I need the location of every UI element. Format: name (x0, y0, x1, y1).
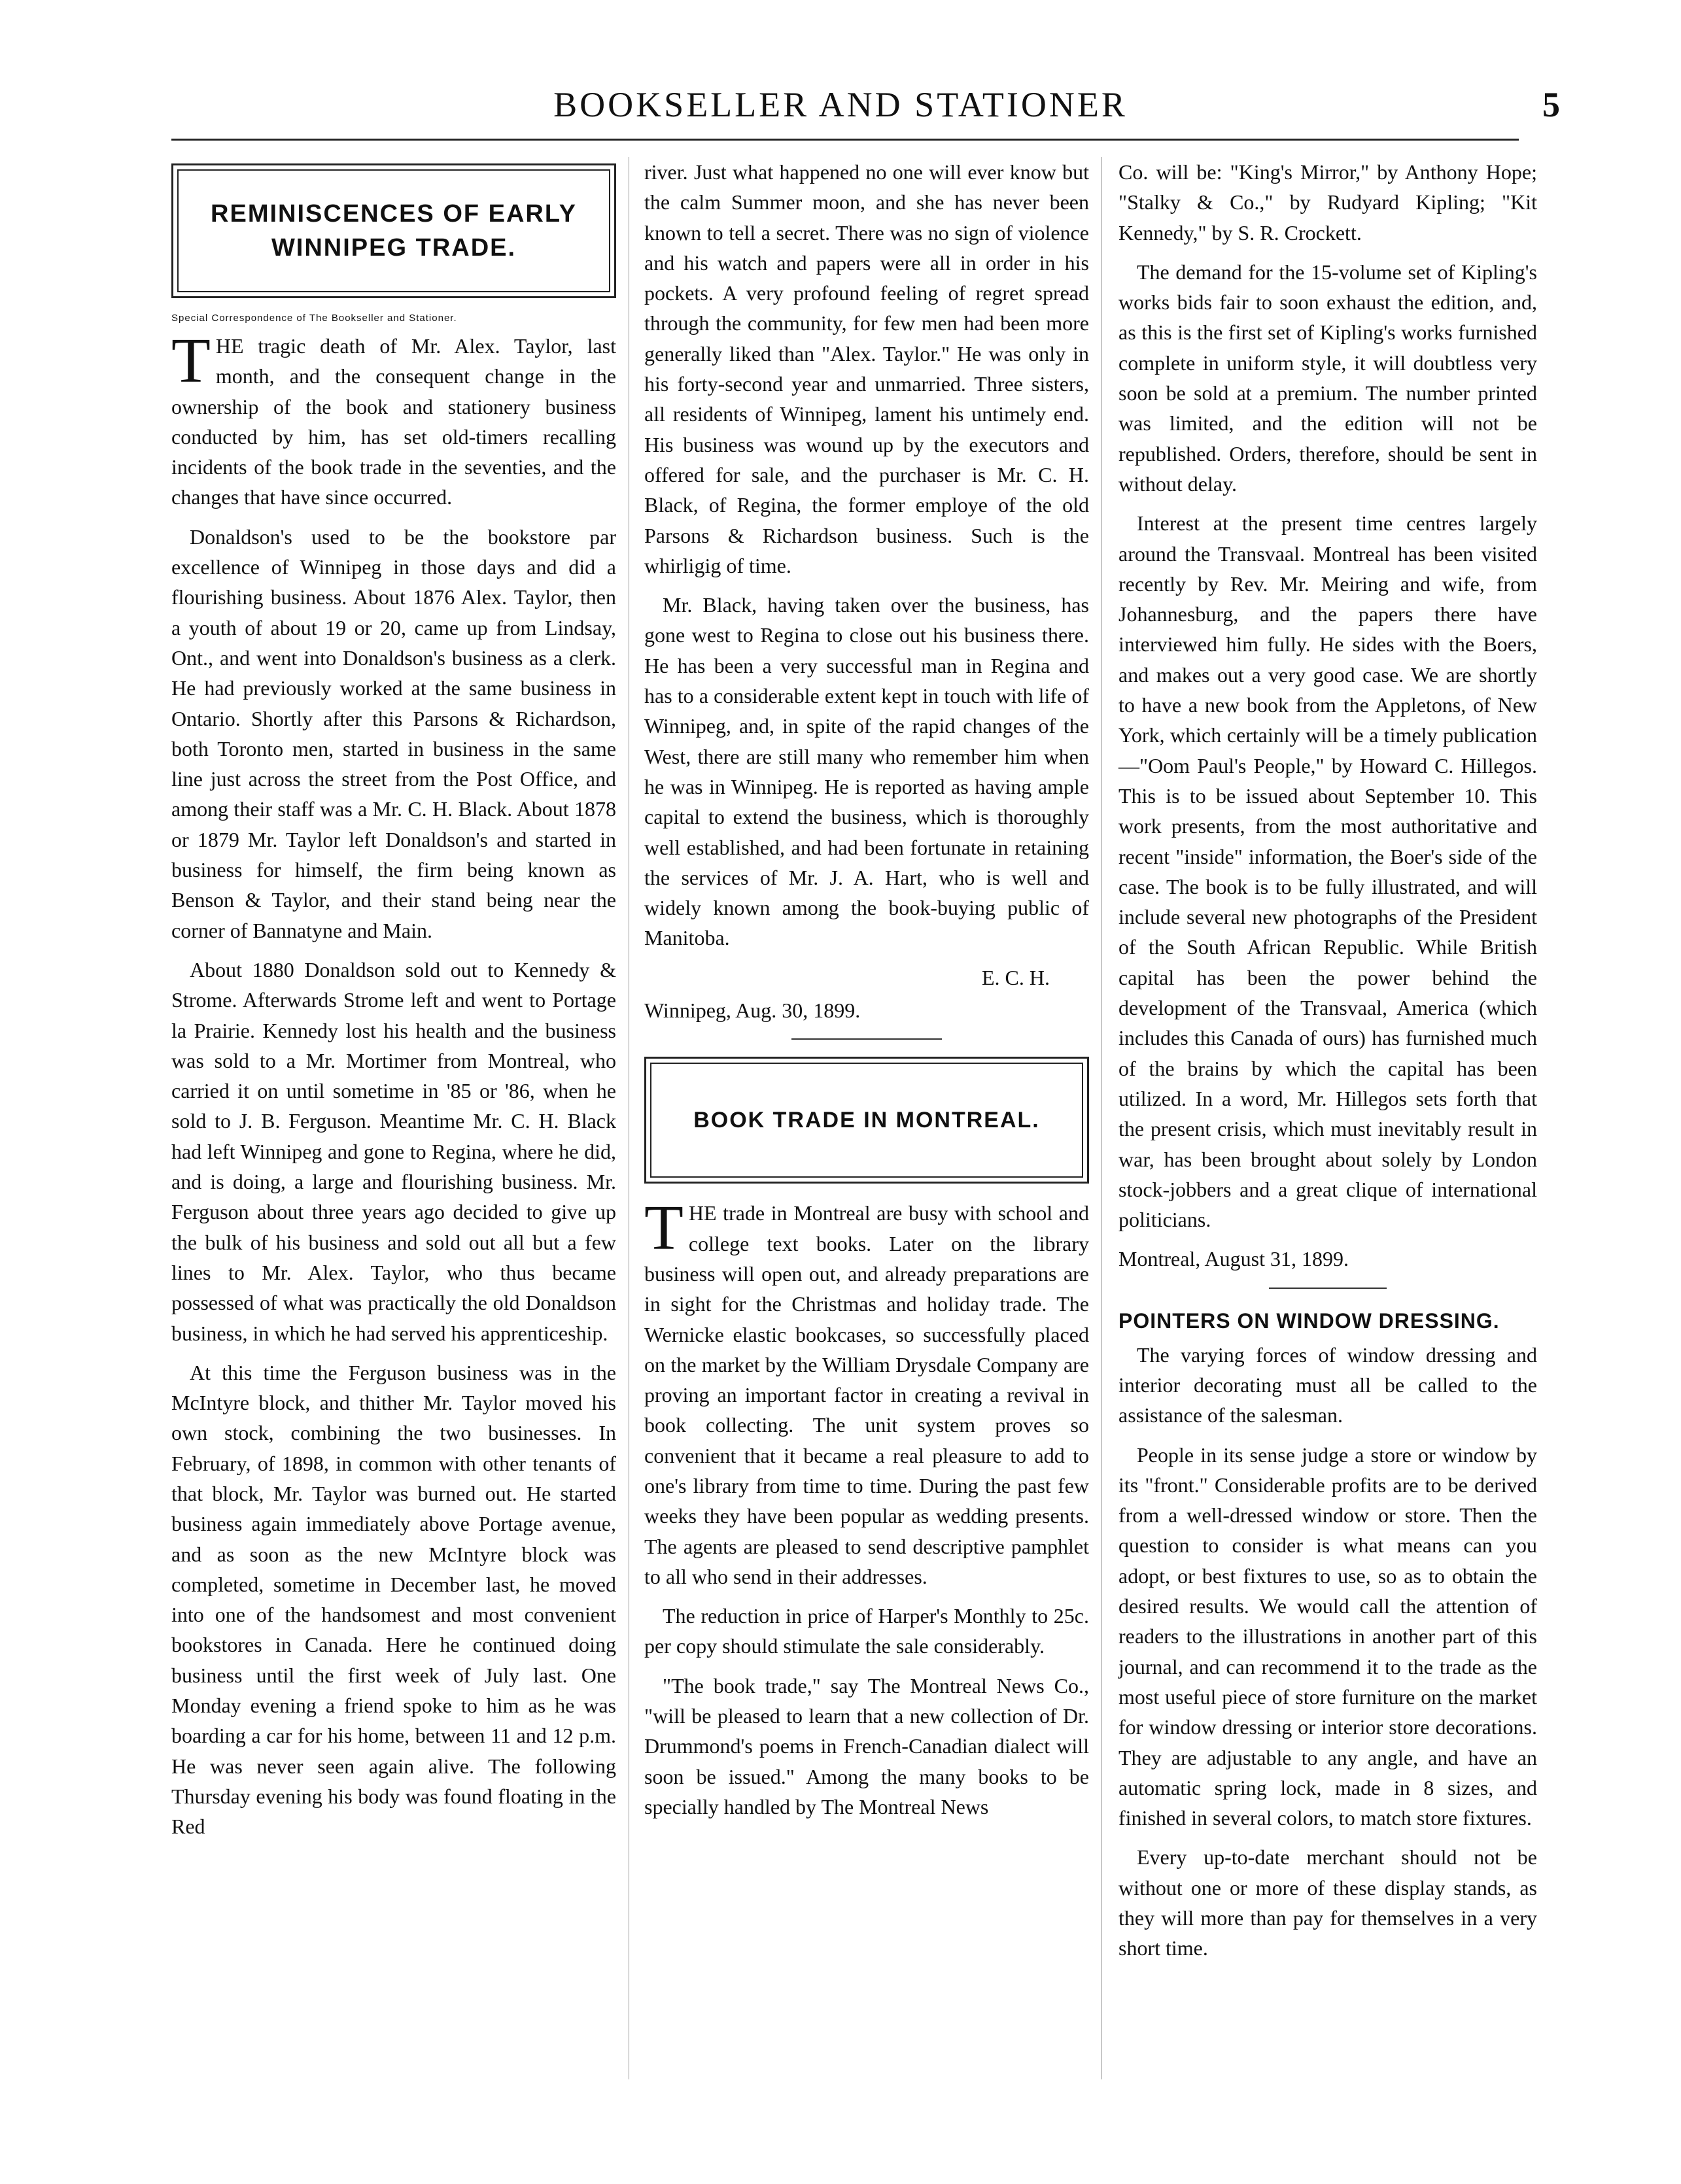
article1-paragraph-2: Donaldson's used to be the bookstore par excellence of Winnipeg in those days and did a flourishing business. About 1876 Alex. Taylor, then a youth of about 19 or 20, came up from Lindsay, Ont., and went into Donaldson's business as a clerk. He had previously worked at the same business in Ontario. Shortly after this Parsons & Richardson, both Toronto men, started in business in the same line just across the street from the Post Office, and among their staff was a Mr. C. H. Black. About 1878 or 1879 Mr. Taylor left Donaldson's and started in business for himself, the firm being known as Benson & Taylor, and their stand being near the corner of Bannatyne and Main. (171, 524, 616, 942)
column-1 (171, 157, 616, 1851)
byline: Special Correspondence of The Bookseller and Stationer. (171, 313, 457, 324)
article2-paragraph-5: The demand for the 15-volume set of Kipling's works bids fair to soon exhaust the edition, and, as this is the first set of Kipling's works furnished complete in uniform style, it will doubtless very soon be sold at a premium. The number printed was limited, and the edition will not be republished. Orders, therefore, should be sent in without delay. (1118, 260, 1537, 496)
header-rule (171, 139, 1519, 141)
headline-window-dressing: POINTERS ON WINDOW DRESSING. (1118, 1308, 1500, 1333)
page-header (0, 78, 1681, 137)
dateline-winnipeg: Winnipeg, Aug. 30, 1899. (644, 998, 861, 1023)
section-divider (1269, 1288, 1387, 1289)
article1-paragraph-6: Mr. Black, having taken over the business, has gone west to Regina to close out his business there. He has been a very successful man in Regina and has to a considerable extent kept in touch with life of Winnipeg, and, in spite of the rapid changes of the West, there are still many who remember him when he was in Winnipeg. He is reported as having ample capital to extend the business, which is thoroughly well established, and had been fortunate in retaining the services of Mr. J. A. Hart, who is well and widely known among the book-buying public of Manitoba. (644, 593, 1089, 950)
dateline-montreal: Montreal, August 31, 1899. (1118, 1247, 1349, 1271)
article2-paragraph-2: The reduction in price of Harper's Monthly to 25c. per copy should stimulate the sale considerably. (644, 1604, 1089, 1658)
article2-paragraph-6: Interest at the present time centres largely around the Transvaal. Montreal has been visited recently by Rev. Mr. Meiring and wife, from Johannesburg, and the papers there have interviewed him fully. He sides with the Boers, and makes out a very good case. We are shortly to have a new book from the Appletons, of New York, which certainly will be a timely publication—"Oom Paul's People," by Howard C. Hillegos. This is to be issued about September 10. This work presents, from the most authoritative and recent "inside" information, the Boer's side of the case. The book is to be fully illustrated, and will include several new photographs of the President of the South African Republic. While British capital has been the power behind the development of the Transvaal, America (which includes this Canada of ours) has furnished much of the brains by which the capital has been utilized. In a word, Mr. Hillegos sets forth that the present crisis, which must inevitably result in war, has been brought about solely by London stock-jobbers and a great clique of international politicians. (1118, 511, 1537, 1232)
headline-box-reminiscences (171, 163, 616, 298)
section-divider (791, 1038, 942, 1040)
column-3 (1118, 157, 1537, 1973)
headline-reminiscences: REMINISCENCES OF EARLY WINNIPEG TRADE. (177, 169, 610, 292)
column-divider-2 (1101, 157, 1102, 2079)
article1-paragraph-4: At this time the Ferguson business was in the McIntyre block, and thither Mr. Taylor moved his own stock, combining the two businesses. In February, of 1898, in common with other tenants of that block, Mr. Taylor was burned out. He started business again immediately above Portage avenue, and as soon as the new McIntyre block was completed, sometime in December last, he moved into one of the handsomest and most convenient bookstores in Canada. Here he continued doing business until the first week of July last. One Monday evening a friend spoke to him as he was boarding a car for his home, between 11 and 12 p.m. He was never seen again alive. The following Thursday evening his body was found floating in the Red (171, 1360, 616, 1839)
article1-paragraph-5: river. Just what happened no one will ever know but the calm Summer moon, and she has never been known to tell a secret. There was no sign of violence and his watch and papers were all in order in his pockets. A very profound feeling of regret spread through the community, for few men had been more generally liked than "Alex. Taylor." He was only in his forty-second year and unmarried. Three sisters, all residents of Winnipeg, lament his untimely end. His business was wound up by the executors and offered for sale, and the purchaser is Mr. C. H. Black, of Regina, the former employe of the old Parsons & Richardson business. Such is the whirligig of time. (644, 160, 1089, 577)
column-2 (644, 157, 1089, 1831)
article2-p1-text: HE trade in Montreal are busy with school and college text books. Later on the library business will open out, and already preparations are in sight for the Christmas and holiday trade. The Wernicke elastic bookcases, so successfully placed on the market by the William Drysdale Company are proving an important factor in creating a revival in book collecting. The unit system proves so convenient that it became a real pleasure to add to one's library from time to time. During the past few weeks they have been popular as wedding presents. The agents are pleased to send descriptive pamphlet to all who send in their addresses. (644, 1201, 1089, 1588)
headline-box-montreal (644, 1057, 1089, 1184)
drop-cap: T (171, 326, 211, 396)
article2-paragraph-1 (644, 1193, 1089, 1592)
page-number: 5 (1542, 85, 1560, 124)
drop-cap: T (644, 1193, 684, 1264)
signature: E. C. H. (982, 965, 1050, 989)
article1-paragraph-1 (171, 326, 616, 513)
article2-paragraph-4: Co. will be: "King's Mirror," by Anthony Hope; "Stalky & Co.," by Rudyard Kipling; "Kit Kennedy," by S. R. Crockett. (1118, 160, 1537, 245)
article1-paragraph-3: About 1880 Donaldson sold out to Kennedy & Strome. Afterwards Strome left and went to Portage la Prairie. Kennedy lost his health and the business was sold to a Mr. Mortimer from Montreal, who carried it on until sometime in '85 or '86, when he sold to J. B. Ferguson. Meantime Mr. C. H. Black had left Winnipeg and gone to Regina, where he did, and is doing, a large and flourishing business. Mr. Ferguson about three years ago decided to give up the bulk of his business and sold out all but a few lines to Mr. Alex. Taylor, who thus became possessed of what was practically the old Donaldson business, in which he had served his apprenticeship. (171, 957, 616, 1345)
article3-paragraph-3: Every up-to-date merchant should not be without one or more of these display stands, as they will more than pay for themselves in a very short time. (1118, 1845, 1537, 1960)
article1-p1-text: HE tragic death of Mr. Alex. Taylor, last month, and the consequent change in the ownership of the book and stationery business conducted by him, has set old-timers recalling incidents of the book trade in the seventies, and the changes that have since occurred. (171, 334, 616, 509)
article2-paragraph-3: "The book trade," say The Montreal News Co., "will be pleased to learn that a new collection of Dr. Drummond's poems in French-Canadian dialect will soon be issued." Among the many books to be specially handled by The Montreal News (644, 1673, 1089, 1818)
article3-paragraph-2: People in its sense judge a store or window by its "front." Considerable profits are to be derived from a well-dressed window or store. Then the question to consider is what means can you adopt, or best fixtures to use, so as to obtain the desired results. We would call the attention of readers to the illustrations in another part of this journal, and can recommend it to the trade as the most useful piece of store furniture on the market for window dressing or interior store decorations. They are adjustable to any angle, and have an automatic spring lock, made in 8 sizes, and finished in several colors, to match store fixtures. (1118, 1442, 1537, 1830)
article3-paragraph-1: The varying forces of window dressing and interior decorating must all be called to the assistance of the salesman. (1118, 1342, 1537, 1427)
running-title: BOOKSELLER AND STATIONER (553, 85, 1128, 124)
headline-montreal: BOOK TRADE IN MONTREAL. (650, 1063, 1083, 1178)
